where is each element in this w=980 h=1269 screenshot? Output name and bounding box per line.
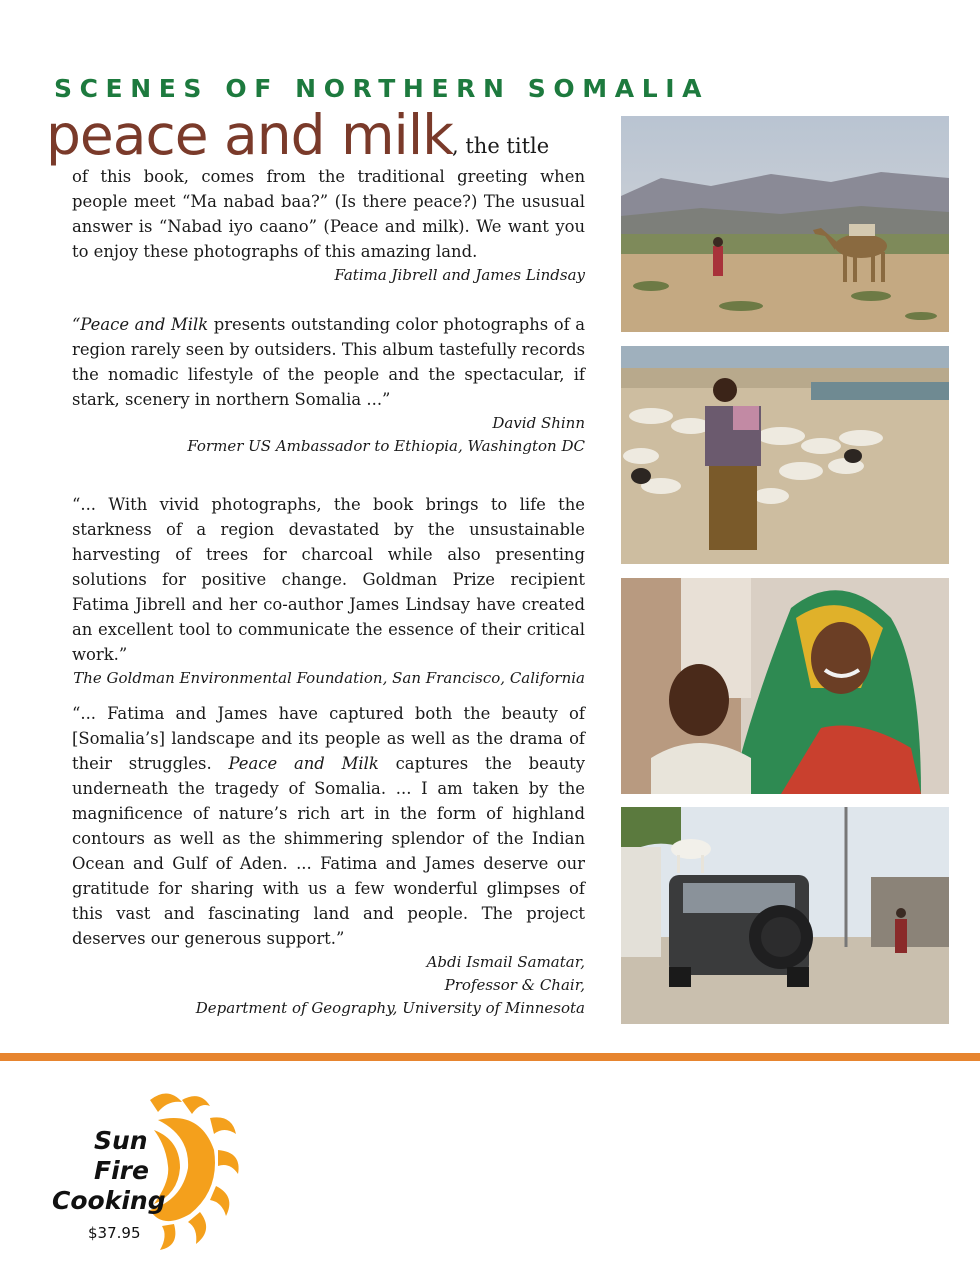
quote-samatar — [72, 701, 585, 1020]
intro-signature: Fatima Jibrell and James Lindsay — [334, 266, 585, 284]
book-title-italic: “Peace and Milk — [72, 315, 209, 334]
quote-text: “... With vivid photographs, the book brings to life the starkness of a region devastated by the unsustainable harvesting of trees for charcoal while also presenting solutions for positive change. Goldman Prize recipient Fatima Jibrell and her co-author James Lindsay have created an excellent tool to communicate the essence of their critical work.” — [72, 495, 585, 664]
logo-word-cooking: Cooking — [52, 1186, 166, 1215]
book-title: peace and milk — [46, 103, 453, 167]
quote-text — [72, 312, 585, 412]
photo-goat-on-car — [621, 807, 949, 1024]
quote-body-a: “... Fatima and James have captured both the beauty of [Somalia’s] landscape and its people as well as the drama of their struggles. — [72, 704, 585, 773]
quote-signature: The Goldman Environmental Foundation, San Francisco, California — [73, 669, 585, 687]
book-title-italic: Peace and Milk — [228, 754, 379, 773]
quote-shinn — [72, 312, 585, 458]
sun-flame-logo-icon — [50, 1090, 250, 1250]
quote-goldman — [72, 492, 585, 690]
price: $37.95 — [88, 1224, 141, 1242]
quote-body: presents outstanding color photographs of a region rarely seen by outsiders. This album tastefully records the nomadic lifestyle of the people and the spectacular, if stark, scenery in northern Somalia ...” — [72, 315, 585, 409]
photo-woman-child — [621, 578, 949, 794]
quote-text — [72, 701, 585, 951]
quote-signature-title: Professor & Chair, — [444, 976, 585, 994]
quote-signature-name: Abdi Ismail Samatar, — [426, 953, 585, 971]
sun-fire-cooking-logo — [50, 1090, 250, 1250]
orange-divider — [0, 1053, 980, 1061]
logo-word-fire: Fire — [94, 1156, 149, 1185]
page-heading: SCENES OF NORTHERN SOMALIA — [54, 74, 710, 103]
photo-camel-landscape — [621, 116, 949, 332]
quote-signature-dept: Department of Geography, University of Minnesota — [195, 999, 585, 1017]
quote-body-b: captures the beauty underneath the tragedy of Somalia. ... I am taken by the magnificence of nature’s rich art in the form of highland contours as well as the shimmering splendor of the Indian Ocean and Gulf of Aden. ... Fatima and James deserve our gratitude for sharing with us a few wonderful glimpses of this vast and fascinating land and people. The project deserves our generous support.” — [72, 754, 586, 948]
quote-signature-name: David Shinn — [492, 414, 585, 432]
intro-text: of this book, comes from the traditional greeting when people meet “Ma nabad baa?” (Is there peace?) The ususual answer is “Nabad iyo caano” (Peace and milk). We want you to enjoy these photographs of this amazing land. — [72, 167, 585, 261]
intro-section — [72, 164, 585, 287]
title-continuation: , the title — [452, 134, 550, 158]
quote-signature-role: Former US Ambassador to Ethiopia, Washington DC — [187, 437, 585, 455]
logo-word-sun: Sun — [94, 1126, 148, 1155]
photo-goat-herder — [621, 346, 949, 564]
